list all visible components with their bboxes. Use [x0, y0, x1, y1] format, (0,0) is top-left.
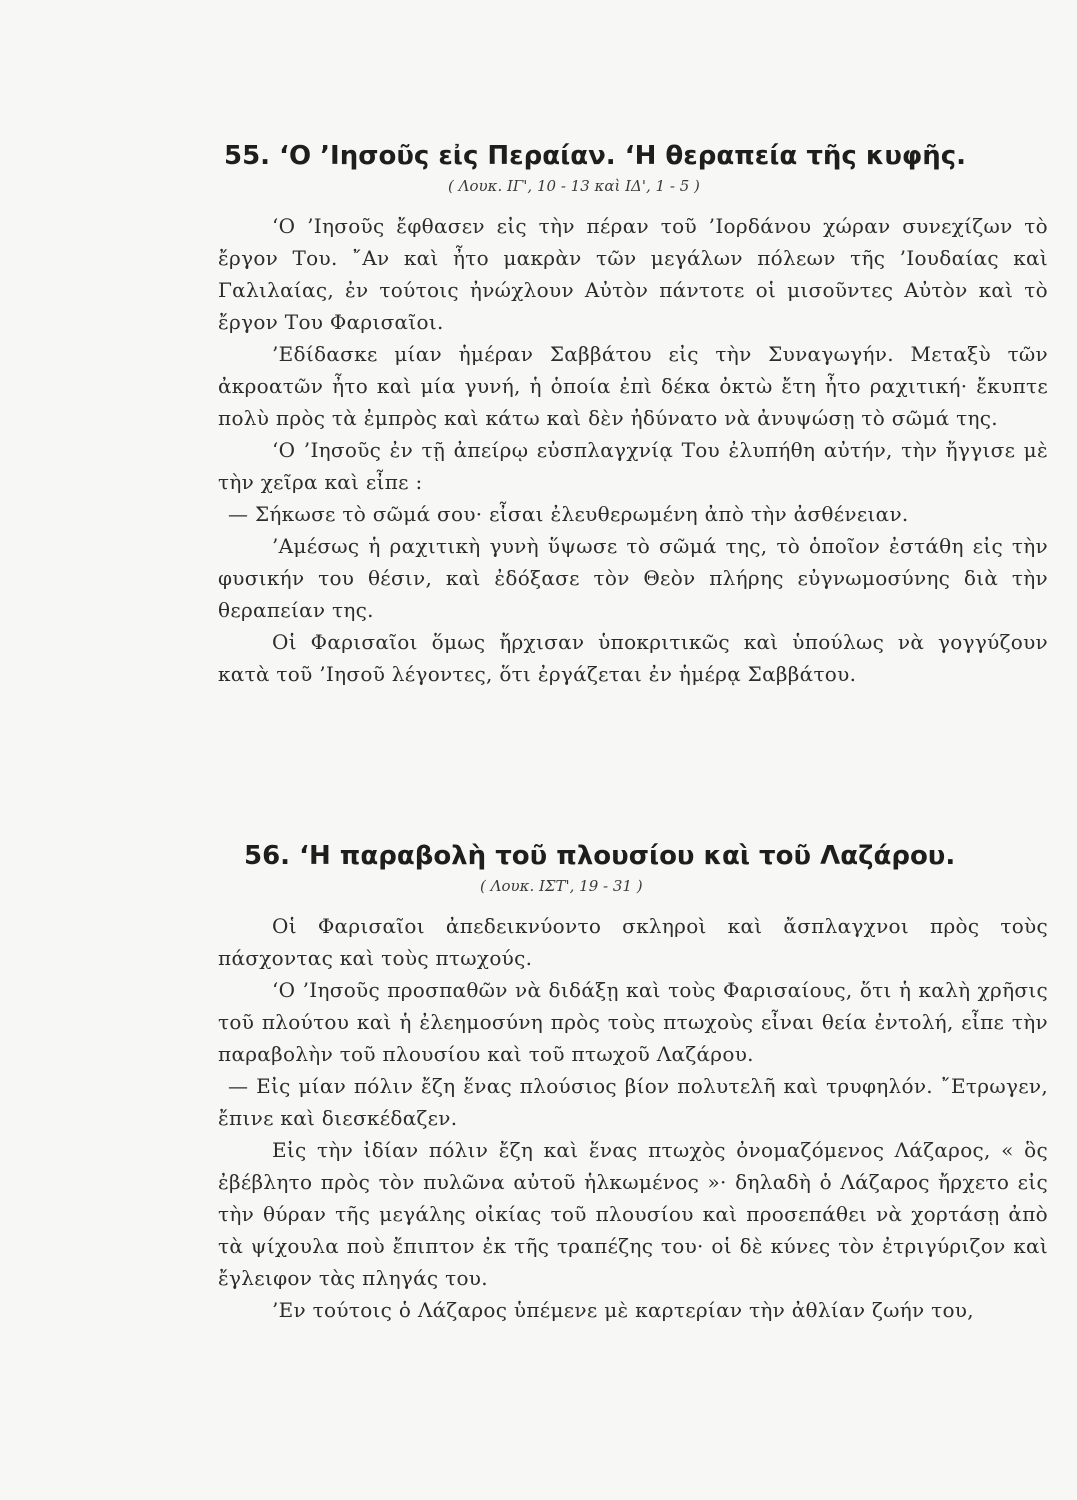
paragraph: ’Εν τούτοις ὁ Λάζαρος ὑπέμενε μὲ καρτερίαν τὴν ἀθλίαν ζωήν του,	[272, 1298, 974, 1322]
section-heading: 55. ‘Ο ’Ιησοῦς εἰς Περαίαν. ‘Η θεραπεία τῆς κυφῆς.	[224, 141, 967, 171]
paragraph: Εἰς τὴν ἰδίαν πόλιν ἔζη καὶ ἕνας πτωχὸς ὀνομαζόμενος Λάζαρος, « ὃς ἐβέβλητο πρὸς τὸν πυλῶνα αὐτοῦ ἡλκωμένος »· δηλαδὴ ὁ Λάζαρος ἤρχετο εἰς τὴν θύραν τῆς μεγάλης οἰκίας τοῦ πλουσίου καὶ προσεπάθει νὰ χορτάσῃ ἀπὸ τὰ ψίχουλα ποὺ ἔπιπτον ἐκ τῆς τραπέζης του· οἱ δὲ κύνες τὸν ἐτριγύριζον καὶ ἔγλειφον τὰς πληγάς του.	[218, 1138, 1048, 1290]
paragraph: ’Αμέσως ἡ ραχιτικὴ γυνὴ ὕψωσε τὸ σῶμά της, τὸ ὁποῖον ἐστάθη εἰς τὴν φυσικήν του θέσιν, καὶ ἐδόξασε τὸν Θεὸν πλήρης εὐγνωμοσύνης διὰ τὴν θεραπείαν της.	[218, 534, 1048, 622]
paragraph: ‘Ο ’Ιησοῦς ἔφθασεν εἰς τὴν πέραν τοῦ ’Ιορδάνου χώραν συνεχίζων τὸ ἔργον Του. ῎Αν καὶ ἦτο μακρὰν τῶν μεγάλων πόλεων τῆς ’Ιουδαίας καὶ Γαλιλαίας, ἐν τούτοις ἠνώχλουν Αὐτὸν πάντοτε οἱ μισοῦντες Αὐτὸν καὶ τὸ ἔργον Του Φαρισαῖοι.	[218, 214, 1048, 334]
paragraph: Οἱ Φαρισαῖοι ἀπεδεικνύοντο σκληροὶ καὶ ἄσπλαγχνοι πρὸς τοὺς πάσχοντας καὶ τοὺς πτωχούς.	[218, 914, 1048, 970]
section-56	[218, 838, 1048, 1326]
scripture-reference: ( Λουκ. ΙΓ', 10 - 13 καὶ ΙΔ', 1 - 5 )	[448, 177, 700, 195]
section-body	[218, 210, 1048, 690]
dialogue-paragraph: — Εἰς μίαν πόλιν ἔζη ἕνας πλούσιος βίον πολυτελῆ καὶ τρυφηλόν. ῎Ετρωγεν, ἔπινε καὶ διεσκέδαζεν.	[218, 1074, 1048, 1130]
paragraph: ‘Ο ’Ιησοῦς ἐν τῇ ἀπείρῳ εὐσπλαγχνίᾳ Του ἐλυπήθη αὐτήν, τὴν ἤγγισε μὲ τὴν χεῖρα καὶ εἶπε :	[218, 438, 1048, 494]
section-55	[218, 138, 1048, 690]
section-body	[218, 910, 1048, 1326]
paragraph: ’Εδίδασκε μίαν ἡμέραν Σαββάτου εἰς τὴν Συναγωγήν. Μεταξὺ τῶν ἀκροατῶν ἦτο καὶ μία γυνή, ἡ ὁποία ἐπὶ δέκα ὀκτὼ ἔτη ἦτο ραχιτική· ἔκυπτε πολὺ πρὸς τὰ ἐμπρὸς καὶ κάτω καὶ δὲν ἠδύνατο νὰ ἀνυψώσῃ τὸ σῶμά της.	[218, 342, 1048, 430]
paragraph: Οἱ Φαρισαῖοι ὅμως ἤρχισαν ὑποκριτικῶς καὶ ὑπούλως νὰ γογγύζουν κατὰ τοῦ ’Ιησοῦ λέγοντες, ὅτι ἐργάζεται ἐν ἡμέρᾳ Σαββάτου.	[218, 630, 1048, 686]
dialogue-paragraph: — Σήκωσε τὸ σῶμά σου· εἶσαι ἐλευθερωμένη ἀπὸ τὴν ἀσθένειαν.	[228, 502, 909, 526]
section-heading: 56. ‘Η παραβολὴ τοῦ πλουσίου καὶ τοῦ Λαζάρου.	[244, 841, 956, 871]
scripture-reference: ( Λουκ. ΙΣΤ', 19 - 31 )	[480, 877, 643, 895]
paragraph: ‘Ο ’Ιησοῦς προσπαθῶν νὰ διδάξῃ καὶ τοὺς Φαρισαίους, ὅτι ἡ καλὴ χρῆσις τοῦ πλούτου καὶ ἡ ἐλεημοσύνη πρὸς τοὺς πτωχοὺς εἶναι θεία ἐντολή, εἶπε τὴν παραβολὴν τοῦ πλουσίου καὶ τοῦ πτωχοῦ Λαζάρου.	[218, 978, 1048, 1066]
